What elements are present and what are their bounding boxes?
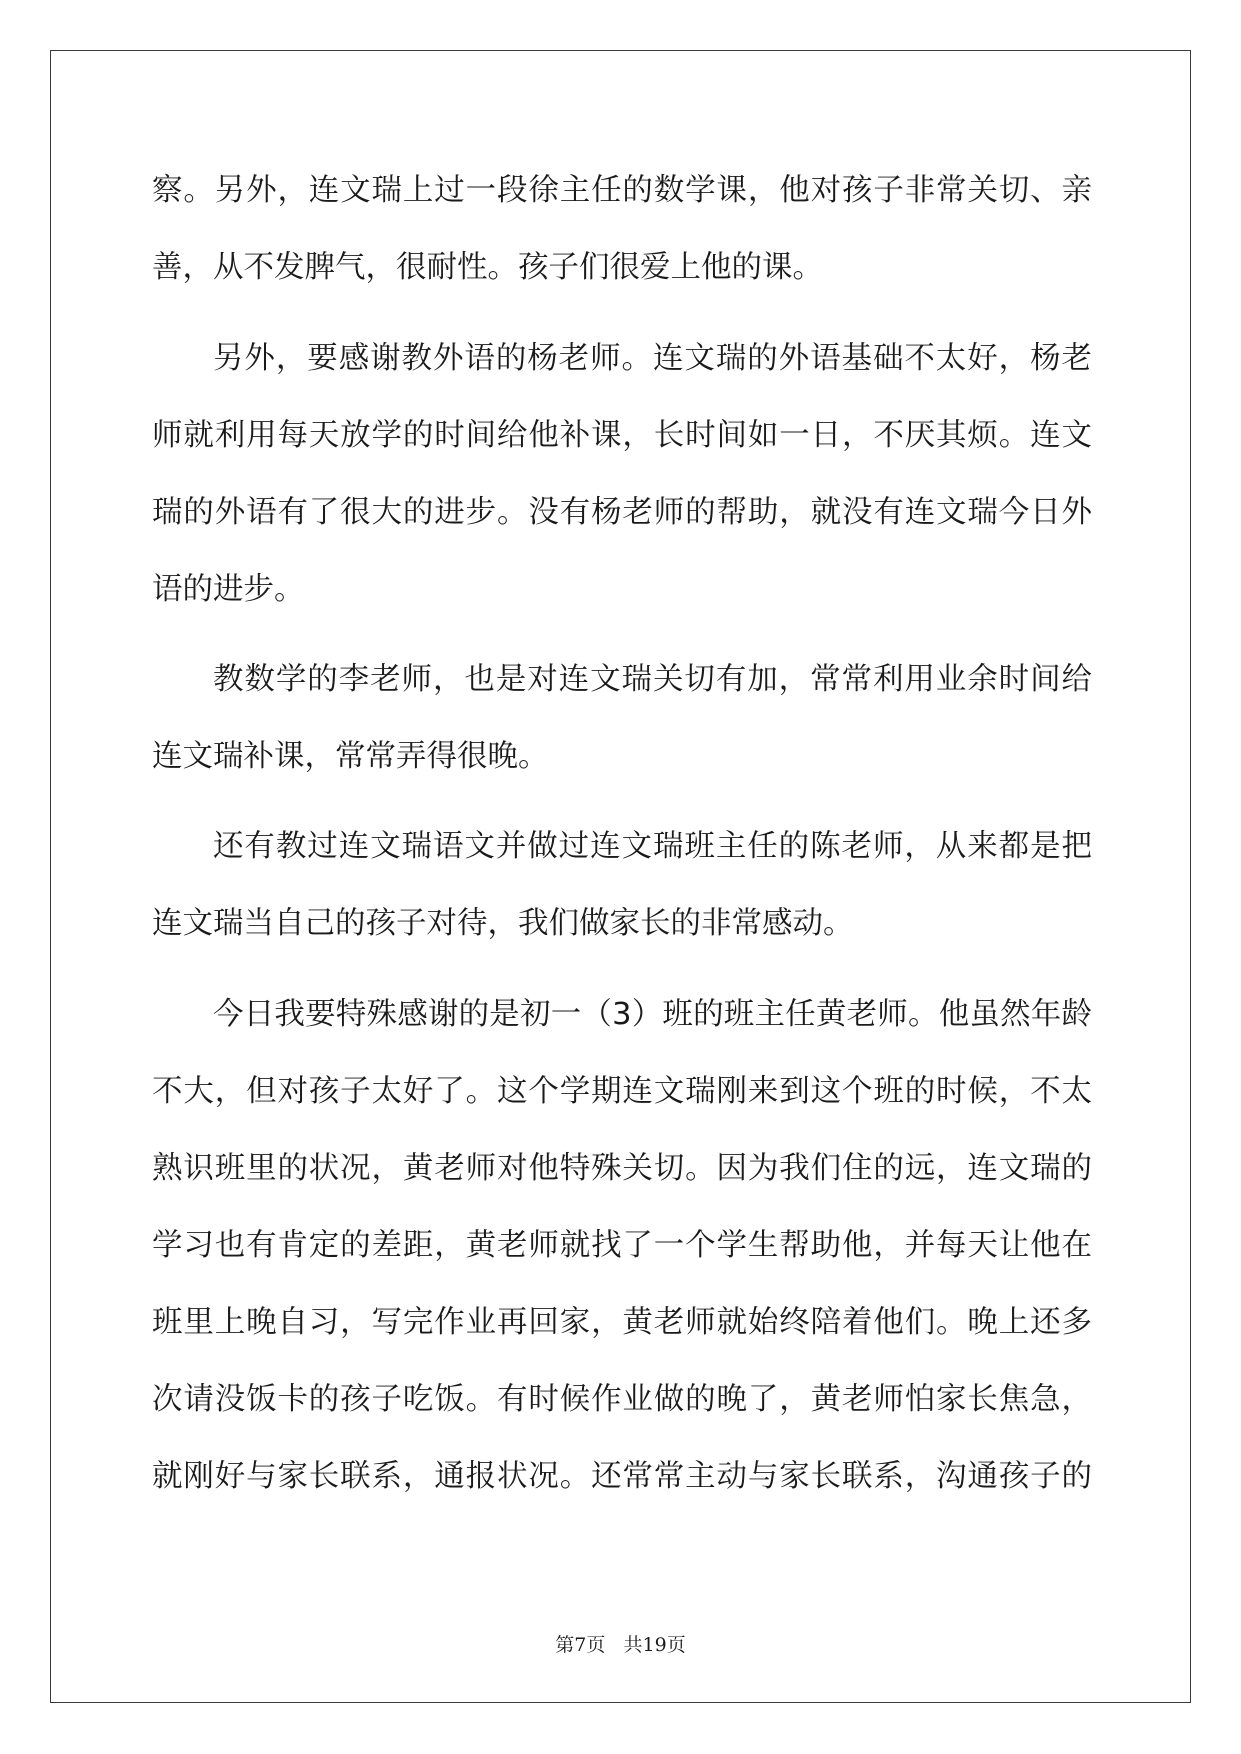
paragraph-first-line: 还有教过连文瑞语文并做过连文瑞班主任的陈老师，从来都是把 (213, 829, 1092, 864)
text-line: 善，从不发脾气，很耐性。孩子们很爱上他的课。 (152, 250, 823, 285)
page-footer (0, 1632, 1241, 1658)
paragraph-first-line: 教数学的李老师，也是对连文瑞关切有加，常常利用业余时间给 (213, 662, 1092, 697)
text-line: 学习也有肯定的差距，黄老师就找了一个学生帮助他，并每天让他在 (152, 1228, 1092, 1263)
text-line: 就刚好与家长联系，通报状况。还常常主动与家长联系，沟通孩子的 (152, 1459, 1092, 1494)
paragraph-first-line: 今日我要特殊感谢的是初一（3）班的班主任黄老师。他虽然年龄 (213, 997, 1092, 1032)
paragraph-first-line: 另外，要感谢教外语的杨老师。连文瑞的外语基础不太好，杨老 (213, 341, 1092, 376)
text-line: 连文瑞补课，常常弄得很晚。 (152, 739, 549, 774)
text-line: 次请没饭卡的孩子吃饭。有时候作业做的晚了，黄老师怕家长焦急， (152, 1382, 1092, 1417)
text-line: 师就利用每天放学的时间给他补课，长时间如一日，不厌其烦。连文 (152, 418, 1092, 453)
text-line: 察。另外，连文瑞上过一段徐主任的数学课，他对孩子非常关切、亲 (152, 173, 1092, 208)
text-line: 瑞的外语有了很大的进步。没有杨老师的帮助，就没有连文瑞今日外 (152, 495, 1092, 530)
text-line: 语的进步。 (152, 572, 305, 607)
page-number: 第7页 (555, 1634, 606, 1656)
text-line: 不大，但对孩子太好了。这个学期连文瑞刚来到这个班的时候，不太 (152, 1074, 1092, 1109)
page-total: 共19页 (623, 1634, 686, 1656)
text-line: 熟识班里的状况，黄老师对他特殊关切。因为我们住的远，连文瑞的 (152, 1151, 1092, 1186)
text-line: 连文瑞当自己的孩子对待，我们做家长的非常感动。 (152, 906, 854, 941)
text-line: 班里上晚自习，写完作业再回家，黄老师就始终陪着他们。晚上还多 (152, 1305, 1092, 1340)
